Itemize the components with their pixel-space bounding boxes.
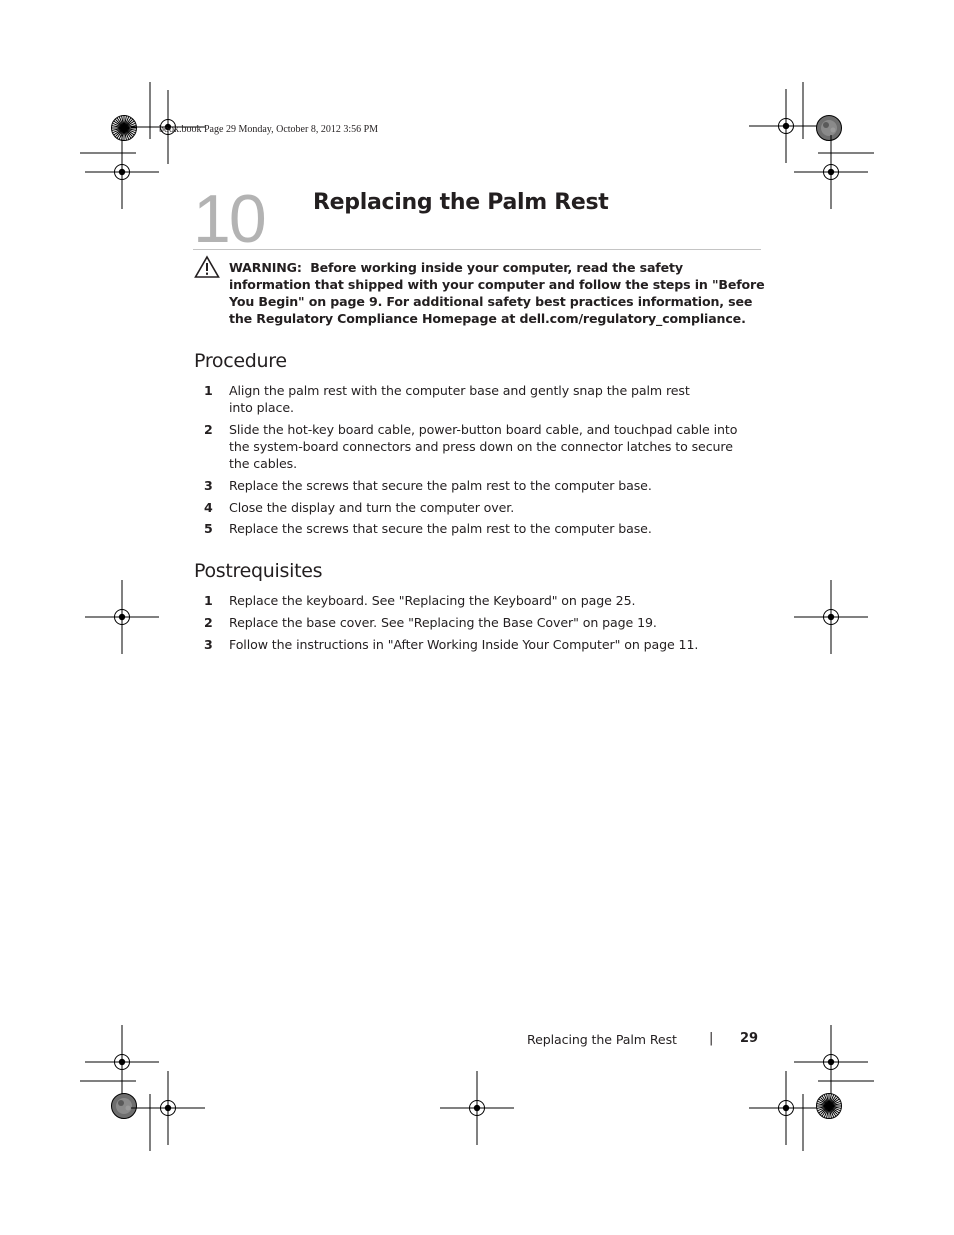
list-item bbox=[204, 636, 764, 654]
list-item bbox=[204, 520, 764, 538]
list-item bbox=[204, 421, 764, 475]
step-text-line: Align the palm rest with the computer base and gently snap the palm rest bbox=[229, 383, 690, 398]
step-text-line: into place. bbox=[229, 400, 294, 415]
step-text-line: the cables. bbox=[229, 456, 298, 471]
page-number: 29 bbox=[740, 1031, 759, 1046]
step-number: 1 bbox=[204, 593, 213, 608]
step-number: 3 bbox=[204, 637, 213, 652]
list-item bbox=[204, 614, 764, 632]
registration-star-bottom-right bbox=[817, 1094, 842, 1119]
warning-triangle-icon bbox=[194, 255, 220, 279]
list-item bbox=[204, 382, 764, 418]
step-text-line: Replace the base cover. See "Replacing the Base Cover" on page 19. bbox=[229, 615, 657, 630]
step-text-line: Follow the instructions in "After Working Inside Your Computer" on page 11. bbox=[229, 637, 699, 652]
chapter-title: Replacing the Palm Rest bbox=[313, 190, 609, 215]
registration-mark-left-middle bbox=[85, 580, 159, 654]
list-item bbox=[204, 592, 764, 610]
warning-label: WARNING: bbox=[229, 260, 302, 275]
list-item bbox=[204, 499, 764, 517]
footer-chapter-title: Replacing the Palm Rest bbox=[527, 1032, 677, 1047]
registration-mark-bottom-right bbox=[749, 1071, 823, 1145]
registration-mark-right-upper bbox=[794, 135, 868, 209]
registration-mark-right-lower bbox=[794, 1025, 868, 1099]
step-text-line: the system-board connectors and press down on the connector latches to secure bbox=[229, 439, 733, 454]
step-number: 2 bbox=[204, 422, 213, 437]
procedure-heading: Procedure bbox=[194, 350, 287, 372]
registration-gray-bottom-left bbox=[112, 1094, 137, 1119]
warning-note bbox=[229, 259, 767, 327]
registration-mark-top-right bbox=[749, 89, 823, 163]
registration-mark-bottom-center bbox=[440, 1071, 514, 1145]
registration-mark-right-middle bbox=[794, 580, 868, 654]
step-text-line: Replace the screws that secure the palm rest to the computer base. bbox=[229, 521, 652, 536]
step-number: 5 bbox=[204, 521, 213, 536]
step-text-line: Close the display and turn the computer over. bbox=[229, 500, 515, 515]
step-number: 4 bbox=[204, 500, 213, 515]
chapter-number: 10 bbox=[193, 181, 265, 257]
postrequisites-heading: Postrequisites bbox=[194, 560, 323, 582]
step-text-line: Replace the keyboard. See "Replacing the Keyboard" on page 25. bbox=[229, 593, 636, 608]
chapter-rule bbox=[193, 249, 761, 250]
step-number: 2 bbox=[204, 615, 213, 630]
footer-separator: | bbox=[709, 1031, 714, 1046]
step-text-line: Replace the screws that secure the palm rest to the computer base. bbox=[229, 478, 652, 493]
registration-mark-bottom-left bbox=[131, 1071, 205, 1145]
list-item bbox=[204, 477, 764, 495]
warning-body: Before working inside your computer, read the safety information that shipped with your computer and follow the steps in "Before You Begin" on page 9. For additional safety best practices information, see the Regulatory Compliance Homepage at dell.com/regulatory_compliance. bbox=[229, 260, 765, 326]
step-number: 1 bbox=[204, 383, 213, 398]
registration-mark-left-upper bbox=[85, 135, 159, 209]
registration-mark-left-lower bbox=[85, 1025, 159, 1099]
registration-gray-top-right bbox=[817, 116, 842, 141]
registration-star-top-left bbox=[112, 116, 137, 141]
step-number: 3 bbox=[204, 478, 213, 493]
step-text-line: Slide the hot-key board cable, power-button board cable, and touchpad cable into bbox=[229, 422, 738, 437]
print-slug: book.book Page 29 Monday, October 8, 2012 3:56 PM bbox=[159, 124, 379, 135]
